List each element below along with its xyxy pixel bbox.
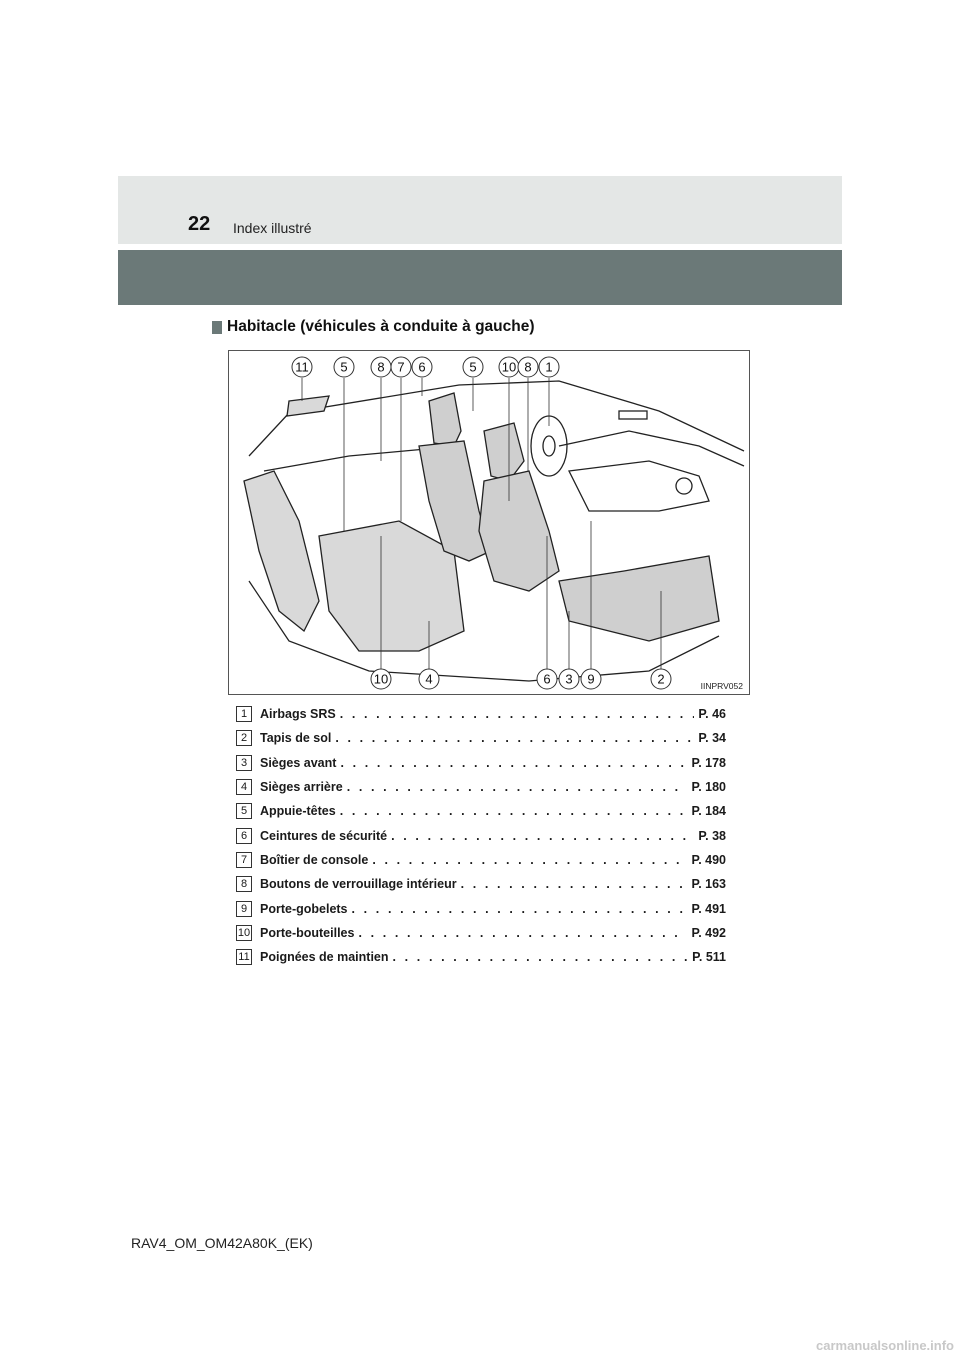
legend-page-ref: P. 38 [698,828,726,843]
legend-item [236,726,726,750]
callout-number: 4 [425,671,433,687]
leader-dots [352,902,688,916]
legend-page-ref: P. 490 [691,852,726,867]
callout-number: 7 [397,359,405,375]
callout-top [539,357,559,377]
leader-dots [347,780,688,794]
leader-dots [461,877,688,891]
interior-illustration [228,350,750,695]
callout-number: 3 [565,671,573,687]
leader-dots [393,950,689,964]
legend-page-ref: P. 511 [692,950,726,965]
legend-label: Porte-gobelets [260,901,348,916]
legend-number: 6 [236,828,252,844]
callout-bottom [651,669,671,689]
callout-number: 5 [469,359,477,375]
page-number: 22 [188,213,211,235]
legend-label: Tapis de sol [260,731,332,746]
legend-page-ref: P. 491 [691,901,726,916]
leader-dots [358,926,687,940]
leader-dots [340,804,688,818]
legend-number: 4 [236,779,252,795]
legend-item [236,848,726,872]
callout-bottom [537,669,557,689]
callout-number: 1 [545,359,553,375]
legend-label: Boîtier de console [260,852,369,867]
callout-number: 8 [524,359,532,375]
callout-bottom-group [371,669,671,689]
callout-top [518,357,538,377]
legend-item [236,872,726,896]
legend-number: 8 [236,876,252,892]
callout-number: 5 [340,359,348,375]
legend-label: Ceintures de sécurité [260,828,388,843]
legend-item [236,921,726,945]
legend-page-ref: P. 180 [691,780,726,795]
image-code: IINPRV052 [700,681,743,691]
header-band [118,176,842,244]
legend-item [236,702,726,726]
legend-number: 11 [236,949,252,965]
legend-label: Boutons de verrouillage intérieur [260,877,457,892]
legend-page-ref: P. 184 [691,804,726,819]
legend-number: 10 [237,926,251,939]
callout-top [499,357,519,377]
section-title [212,318,535,336]
legend-number: 3 [236,755,252,771]
callout-number: 8 [377,359,385,375]
watermark: carmanualsonline.info [816,1338,954,1353]
callout-number: 6 [418,359,426,375]
callout-top [334,357,354,377]
callout-bottom [559,669,579,689]
legend-label: Poignées de maintien [260,950,389,965]
callout-top [371,357,391,377]
legend-item [236,799,726,823]
legend-page-ref: P. 163 [691,877,726,892]
leader-dots [391,829,694,843]
callouts-layer [229,351,749,694]
callout-top [463,357,483,377]
leader-dots [340,707,695,721]
legend-list [236,702,726,969]
callout-number: 10 [501,359,517,375]
header-bar [118,250,842,305]
leader-dots [340,756,687,770]
footer-code: RAV4_OM_OM42A80K_(EK) [131,1235,313,1251]
legend-item [236,945,726,969]
callout-number: 6 [543,671,551,687]
section-marker-icon [212,321,222,334]
callout-number: 2 [657,671,665,687]
header-title: Index illustré [233,220,312,236]
legend-item [236,751,726,775]
legend-number: 9 [236,901,252,917]
legend-number: 1 [236,706,252,722]
legend-number: 7 [236,852,252,868]
callout-number: 10 [373,671,389,687]
leader-lines [302,378,661,669]
legend-number: 5 [236,803,252,819]
callout-number: 11 [295,359,309,375]
callout-bottom [581,669,601,689]
legend-item [236,896,726,920]
callout-bottom [419,669,439,689]
callout-top [391,357,411,377]
legend-item [236,823,726,847]
legend-page-ref: P. 34 [698,731,726,746]
legend-label: Appuie-têtes [260,804,336,819]
section-title-text: Habitacle (véhicules à conduite à gauche) [227,318,535,335]
legend-label: Porte-bouteilles [260,925,355,940]
legend-page-ref: P. 492 [691,925,726,940]
callout-top-group [292,357,559,377]
legend-label: Sièges avant [260,755,337,770]
leader-dots [335,731,694,745]
legend-page-ref: P. 46 [698,707,726,722]
leader-dots [372,853,687,867]
legend-page-ref: P. 178 [691,755,726,770]
legend-number: 2 [236,730,252,746]
callout-number: 9 [587,671,595,687]
callout-top [412,357,432,377]
callout-bottom [371,669,391,689]
callout-top [292,357,312,377]
legend-label: Sièges arrière [260,780,343,795]
legend-item [236,775,726,799]
legend-label: Airbags SRS [260,707,336,722]
